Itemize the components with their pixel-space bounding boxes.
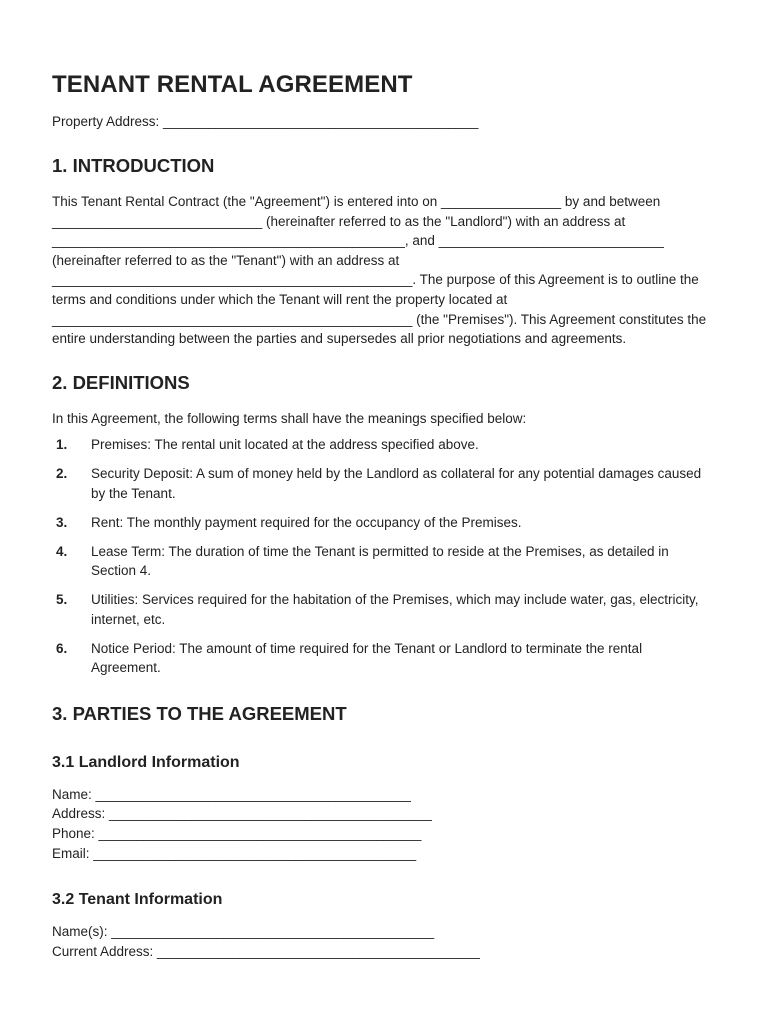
list-item [52,639,718,678]
landlord-email-field: Email: ___________________________________________ [52,845,417,861]
definitions-lead: In this Agreement, the following terms shall have the meanings specified below: [52,410,527,426]
list-item-text: Rent: The monthly payment required for the occupancy of the Premises. [91,514,522,530]
list-item-number: 4. [56,543,68,559]
landlord-address-field: Address: ___________________________________________ [52,806,432,822]
list-item-number: 1. [56,437,68,453]
landlord-info-heading: 3.1 Landlord Information [52,753,240,771]
list-item-number: 5. [56,592,68,608]
property-address-line: Property Address: __________________________________________ [52,114,479,129]
landlord-phone-field: Phone: ___________________________________________ [52,825,422,841]
definitions-heading: 2. DEFINITIONS [52,371,190,393]
list-item [52,513,718,533]
landlord-fields [52,785,718,863]
landlord-name-field: Name: __________________________________________ [52,786,411,802]
introduction-heading: 1. INTRODUCTION [52,155,215,176]
tenant-info-heading: 3.2 Tenant Information [52,891,223,909]
introduction-paragraph: This Tenant Rental Contract (the "Agreement") is entered into on ________________ by and between ____________________________ (hereinafter referred to as the "Landlord") with an address at _______________________________________________, and ______________________________ (hereinafter referred to as the "Tenant") with an address at ________________________________________________. The purpose of this Agreement is to outline the terms and conditions under which the Tenant will rent the property located at ________________________________________________ (the "Premises"). This Agreement constitutes the entire understanding between the parties and supersedes all prior negotiations and agreements. [52,194,707,347]
list-item-text: Premises: The rental unit located at the address specified above. [91,437,479,453]
tenant-fields [52,922,718,961]
list-item-text: Notice Period: The amount of time required for the Tenant or Landlord to terminate the rental Agreement. [91,640,643,676]
definitions-list [52,435,718,677]
tenant-current-address-field: Current Address: ___________________________________________ [52,943,480,959]
list-item [52,542,718,581]
list-item [52,590,718,629]
list-item [52,435,718,455]
list-item-number: 2. [56,466,68,482]
tenant-names-field: Name(s): ___________________________________________ [52,924,435,940]
list-item-text: Security Deposit: A sum of money held by the Landlord as collateral for any potential damages caused by the Tenant. [91,466,702,501]
list-item-text: Utilities: Services required for the habitation of the Premises, which may include water, gas, electricity, internet, etc. [91,592,699,627]
parties-heading: 3. PARTIES TO THE AGREEMENT [52,702,347,724]
list-item-number: 3. [56,514,68,530]
list-item-text: Lease Term: The duration of time the Tenant is permitted to reside at the Premises, as detailed in Section 4. [91,543,669,579]
list-item [52,464,718,503]
document-title: TENANT RENTAL AGREEMENT [52,71,413,98]
list-item-number: 6. [56,640,68,656]
